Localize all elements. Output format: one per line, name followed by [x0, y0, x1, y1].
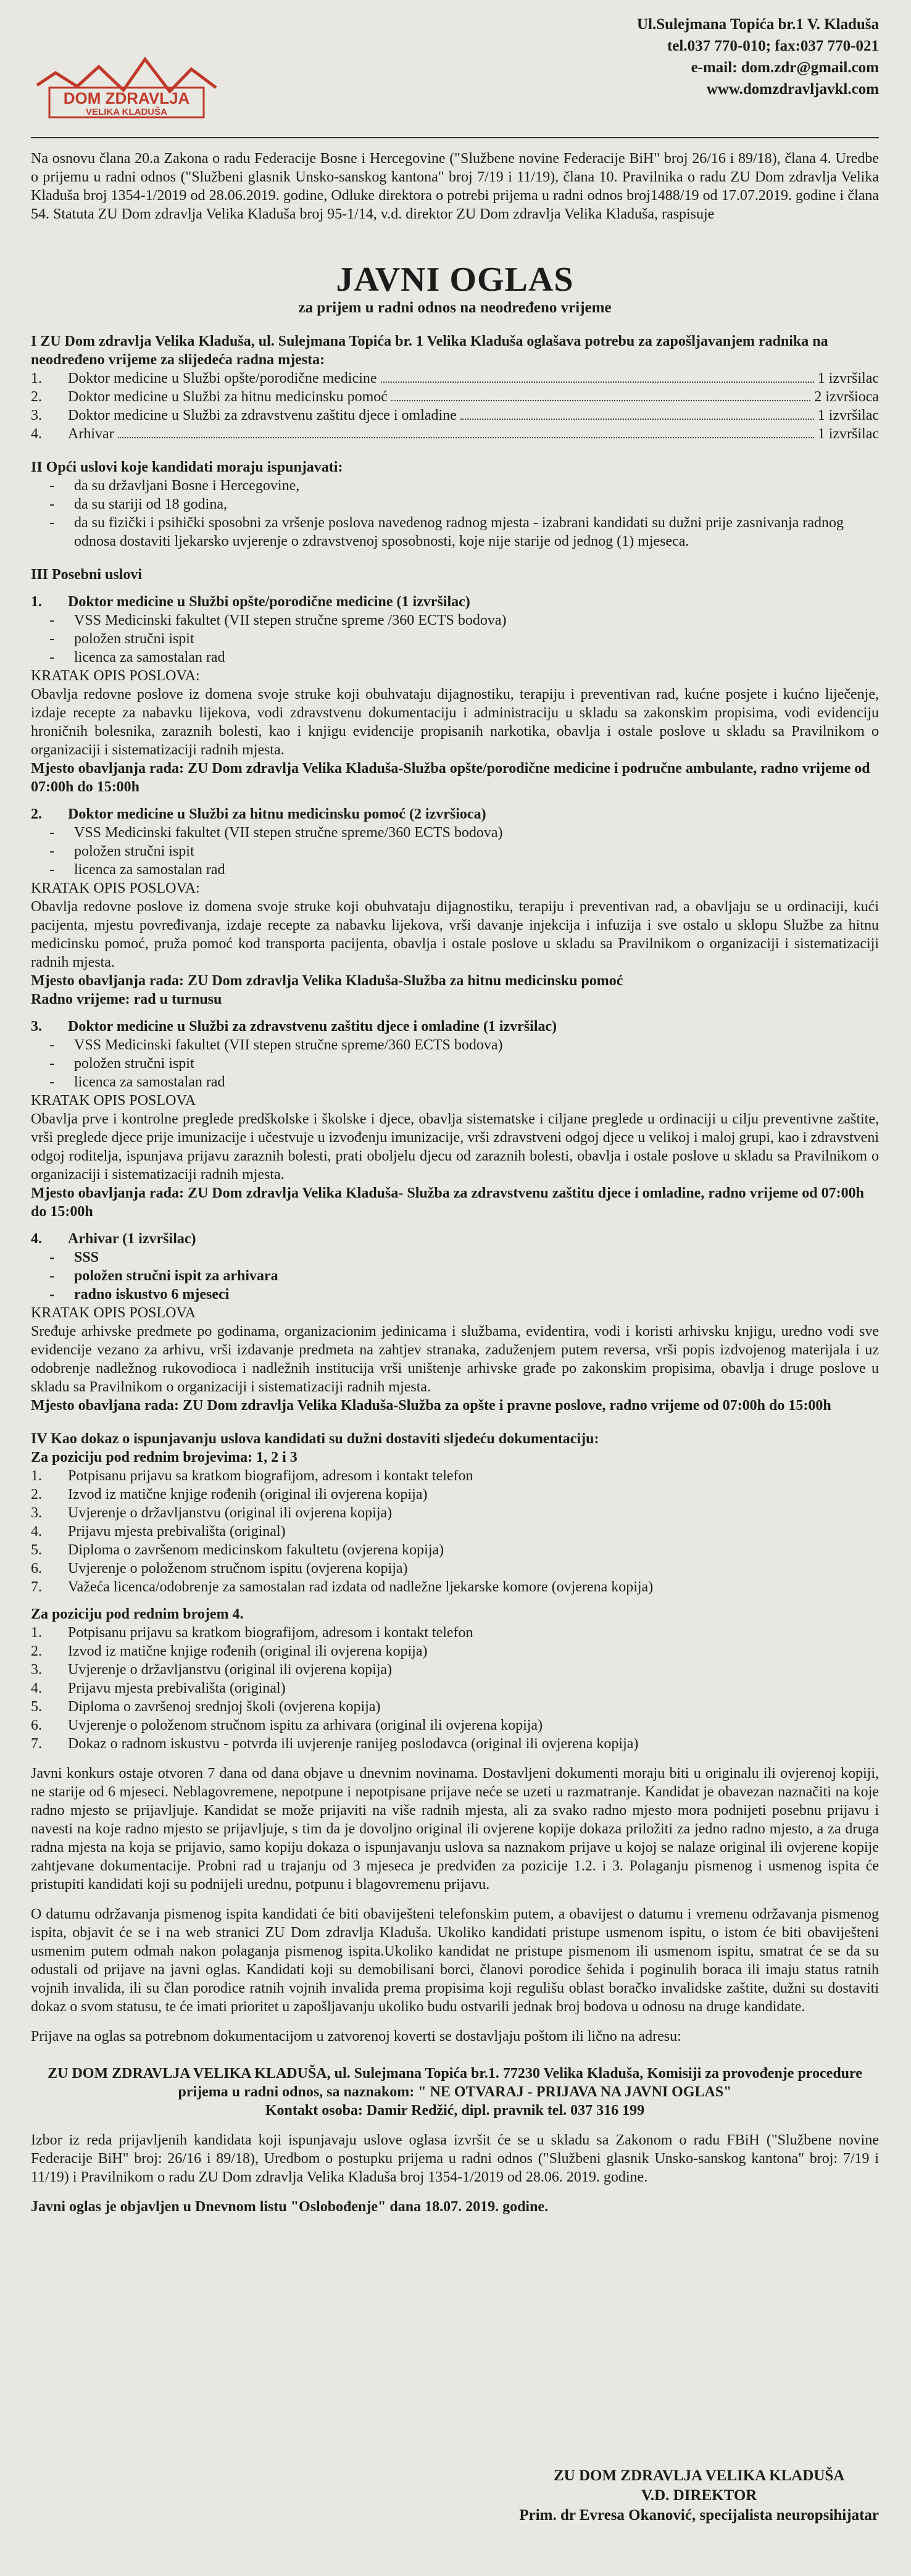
document-item: [31, 1698, 879, 1716]
requirement-item: - VSS Medicinski fakultet (VII stepen stručne spreme/360 ECTS bodova): [49, 1036, 879, 1054]
position-row: [31, 369, 879, 388]
document-item: [31, 1504, 879, 1522]
signature-name: Prim. dr Evresa Okanović, specijalista neuropsihijatar: [519, 2507, 879, 2524]
document-item: [31, 1716, 879, 1735]
work-place: Mjesto obavljanja rada: ZU Dom zdravlja Velika Kladuša-Služba opšte/porodične medicine i područne ambulante, radno vrijeme od 07:00h do 15:00h: [31, 761, 870, 795]
submission-address: ZU DOM ZDRAVLJA VELIKA KLADUŠA, ul. Sulejmana Topića br.1. 77230 Velika Kladuša, Komisiji za provođenje procedure prijema u radni odnos, sa naznakom: " NE OTVARAJ - PRIJAVA NA JAVNI OGLAS": [48, 2065, 862, 2100]
job-title: [31, 805, 879, 823]
selection-paragraph: Izbor iz reda prijavljenih kandidata koji ispunjavaju uslove oglasa izvršit će se u skladu sa Zakonom o radu FBiH ("Službene novine Federacije BiH" broj: 26/16 i 89/18), Uredbom o postupku prijema u radni odnos ("Službeni glasnik Unsko-sanskog kantona" broj: 7/19 i 11/19) i Pravilnikom o radu ZU Dom zdravlja Velika Kladuša broj 1354-1/2019 od 28.06. 2019. godine.: [31, 2132, 879, 2185]
requirement-item: - položen stručni ispit: [49, 1054, 879, 1073]
requirement-item: - VSS Medicinski fakultet (VII stepen stručne spreme/360 ECTS bodova): [49, 823, 879, 842]
document-text: Važeća licenca/odobrenje za samostalan rad izdata od nadležne ljekarske komore (ovjerena kopija): [68, 1579, 654, 1595]
svg-text:DOM ZDRAVLJA: DOM ZDRAVLJA: [63, 89, 190, 107]
job-requirements: [31, 823, 879, 879]
condition-item: - da su stariji od 18 godina,: [49, 495, 879, 514]
job-title: [31, 1230, 879, 1248]
condition-item: - da su fizički i psihički sposobni za vršenje poslova navedenog radnog mjesta - izabrani kandidati su dužni prije zasnivanja radnog odnosa dostaviti ljekarsko uvjerenje o zdravstvenoj sposobnosti, koje nije starije od jednog (1) mjeseca.: [49, 514, 879, 551]
job-description: Obavlja redovne poslove iz domena svoje struke koji obuhvataju dijagnostiku, terapiju i preventivan rad, a obavljaju se u ordinaciji, kući pacijenta, mjestu povređivanja, izdaje recepte za nabavku lijekova, vrši davanje injekcija i infuzija i sve ostalo u sklopu Službe za hitnu medicinsku pomoć, pruža pomoć kod transporta pacijenta, obavlja i ostale poslove u skladu sa Pravilnikom o organizaciji i sistematizaciji radnih mjesta.: [31, 899, 879, 970]
condition-item: - da su državljani Bosne i Hercegovine,: [49, 477, 879, 495]
document-item: [31, 1578, 879, 1596]
requirement-item: - licenca za samostalan rad: [49, 1073, 879, 1091]
document-text: Uvjerenje o državljanstvu (original ili ovjerena kopija): [68, 1505, 393, 1521]
section-heading: I ZU Dom zdravlja Velika Kladuša, ul. Sulejmana Topića br. 1 Velika Kladuša oglašava potrebu za zapošljavanjem radnika na neodređeno vrijeme za slijedeća radna mjesta:: [31, 333, 828, 368]
document-item: [31, 1642, 879, 1661]
document-subtitle: za prijem u radni odnos na neodređeno vrijeme: [298, 299, 612, 316]
document-text: Diploma o završenoj srednjoj školi (ovjerena kopija): [68, 1699, 381, 1715]
position-row: [31, 425, 879, 443]
description-label: KRATAK OPIS POSLOVA:: [31, 668, 200, 684]
document-item: [31, 1559, 879, 1578]
document-number: 3.: [31, 1505, 42, 1521]
description-label: KRATAK OPIS POSLOVA:: [31, 880, 200, 896]
document-text: Izvod iz matične knjige rođenih (original ili ovjerena kopija): [68, 1643, 428, 1659]
job-requirements: [31, 1248, 879, 1304]
dot-leader: [391, 388, 810, 401]
requirement-item: - licenca za samostalan rad: [49, 648, 879, 667]
job-description: Obavlja redovne poslove iz domena svoje struke koji obuhvataju dijagnostiku, terapiju i preventivan rad, kućne posjete i kućno liječenje, izdaje recepte za nabavku lijekova, vodi zdravstvenu dokumentaciju i administraciju u skladu sa zakonskim propisima, vodi evidenciju hroničnih bolesnika, zaraznih bolesti, kao i knjigu evidencije propisanih narkotika, obavlja i ostale poslove u skladu sa Pravilnikom o organizaciji i sistematizaciji radnih mjesta.: [31, 686, 879, 758]
job-requirements: [31, 1036, 879, 1091]
letterhead: [31, 14, 879, 138]
signature-org: ZU DOM ZDRAVLJA VELIKA KLADUŠA: [553, 2467, 845, 2484]
section-positions: [31, 332, 879, 443]
documents-list-b: [31, 1624, 879, 1753]
job-block: [31, 1230, 879, 1415]
signature-role: V.D. DIREKTOR: [641, 2487, 757, 2504]
requirement-item: - položen stručni ispit: [49, 630, 879, 648]
document-number: 4.: [31, 1680, 42, 1696]
document-number: 5.: [31, 1699, 42, 1715]
requirement-item: - SSS: [49, 1248, 879, 1267]
document-item: [31, 1467, 879, 1485]
job-title-text: Arhivar (1 izvršilac): [68, 1231, 196, 1247]
job-title: [31, 593, 879, 611]
document-number: 6.: [31, 1717, 42, 1733]
group-a-title: Za poziciju pod rednim brojevima: 1, 2 i 3: [31, 1449, 297, 1465]
work-place: Mjesto obavljana rada: ZU Dom zdravlja Velika Kladuša-Služba za opšte i pravne poslove, radno vrijeme od 07:00h do 15:00h: [31, 1398, 831, 1414]
svg-text:VELIKA KLADUŠA: VELIKA KLADUŠA: [86, 107, 167, 117]
notes-paragraphs: [31, 1764, 879, 2046]
document-number: 3.: [31, 1662, 42, 1678]
position-row: [31, 406, 879, 425]
description-label: KRATAK OPIS POSLOVA: [31, 1093, 196, 1109]
position-number: 1.: [31, 370, 42, 386]
document-text: Potpisanu prijavu sa kratkom biografijom, adresom i kontakt telefon: [68, 1468, 473, 1484]
requirement-item: - radno iskustvo 6 mjeseci: [49, 1285, 879, 1304]
job-title-text: Doktor medicine u Službi za hitnu medicinsku pomoć (2 izvršioca): [68, 806, 486, 822]
job-number: 4.: [31, 1231, 42, 1247]
job-number: 2.: [31, 806, 42, 822]
document-text: Izvod iz matične knjige rođenih (original ili ovjerena kopija): [68, 1486, 428, 1503]
section-documents: [31, 1430, 879, 1753]
jobs-container: [31, 593, 879, 1415]
document-text: Uvjerenje o položenom stručnom ispitu za arhivara (original ili ovjerena kopija): [68, 1717, 543, 1733]
description-label: KRATAK OPIS POSLOVA: [31, 1305, 196, 1321]
position-name: Doktor medicine u Službi opšte/porodične medicine: [68, 370, 377, 386]
job-title: [31, 1017, 879, 1036]
requirement-item: - licenca za samostalan rad: [49, 861, 879, 879]
section-heading: III Posebni uslovi: [31, 567, 143, 583]
position-number: 3.: [31, 407, 42, 423]
note-paragraph: Javni konkurs ostaje otvoren 7 dana od dana objave u dnevnim novinama. Dostavljeni dokumenti moraju biti u originalu ili ovjerenoj kopiji, ne starije od 6 mjeseci. Neblagovremene, nepotpune i nepotpisane prijave neće se uzeti u razmatranje. Kandidat je obavezan naznačiti na koje radno mjesto se prijavljuje. Kandidat se može prijaviti na više radnih mjesta, ali za svako radno mjesto mora podnijeti posebnu prijavu i navesti na koje radno mjesto se prijavljuje, s tim da je dovoljno original ili ovjerene kopije dokaza priložiti za jedno radno mjesto, a za druga radna mjesta na koja se prijavio, samo kopiju dokaza o ispunjavanju uslova sa naznakom prijave u kojoj se nalaze original ili ovjerene kopije zahtjevane dokumentacije. Probni rad u trajanju od 3 mjeseca je predviđen za pozicije 1.2. i 3. Polaganju pismenog i usmenog ispita će pristupiti kandidati koji su podnijeli urednu, potpunu i blagovremenu prijavu.: [31, 1765, 879, 1893]
document-item: [31, 1485, 879, 1504]
job-requirements: [31, 611, 879, 667]
dot-leader: [381, 369, 814, 383]
job-number: 1.: [31, 594, 42, 610]
document-number: 1.: [31, 1468, 42, 1484]
dom-zdravlja-logo: [31, 48, 228, 122]
position-row: [31, 388, 879, 406]
position-count: 1 izvršilac: [817, 407, 879, 423]
job-description: Obavlja prve i kontrolne preglede predškolske i školske i djece, obavlja sistematske i ciljane preglede u ordinaciji u cilju preventivne zaštite, vrši preglede djece prije imunizacije i učestvuje u izvođenju imunizacije, vrši zdravstveni odgoj djece u velikoj i maloj grupi, kao i zdravstveni odgoj roditelja, ispunjava prijavu zaraznih bolesti, prati oboljelu djecu od zaraznih bolesti, obavlja i ostale poslove u skladu sa Pravilnikom o organizaciji i sistematizaciji radnih mjesta.: [31, 1111, 879, 1183]
section-special-conditions: [31, 565, 879, 1415]
document-number: 5.: [31, 1542, 42, 1558]
publication-note: Javni oglas je objavljen u Dnevnom listu "Oslobođenje" dana 18.07. 2019. godine.: [31, 2199, 549, 2215]
job-description: Sređuje arhivske predmete po godinama, organizacionim jedinicama i službama, evidentira, vodi i koristi arhivsku knjigu, uredno vodi sve evidencije vezano za arhivu, vrši izdavanje predmeta na zahtjev stranaka, zaduženjem putem reversa, vrši popis izdvojenog materijala i uz odobrenje nadležnog rukovodioca i nadležnih institucija vrši uništenje arhivske građe po zakonskim propisima, obavlja i druge poslove u skladu sa Pravilnikom o organizaciji i sistematizaciji radnih mjesta.: [31, 1323, 879, 1395]
address-line: Ul.Sulejmana Topića br.1 V. Kladuša: [636, 16, 879, 33]
document-item: [31, 1735, 879, 1753]
work-place: Mjesto obavljanja rada: ZU Dom zdravlja Velika Kladuša- Služba za zdravstvenu zaštitu djece i omladine, radno vrijeme od 07:00h do 15:00h: [31, 1185, 864, 1220]
dot-leader: [118, 425, 814, 438]
position-count: 2 izvršioca: [814, 389, 879, 405]
document-text: Prijavu mjesta prebivališta (original): [68, 1680, 286, 1696]
document-number: 7.: [31, 1736, 42, 1752]
document-text: Prijavu mjesta prebivališta (original): [68, 1524, 286, 1540]
section-general-conditions: [31, 458, 879, 551]
note-paragraph: O datumu održavanja pismenog ispita kandidati će biti obaviješteni telefonskim putem, a obavijest o datumu i vremenu održavanja pismenog ispita, objavit će se i na web stranici ZU Dom zdravlja Kladuša. Ukoliko kandidati pristupe usmenom ispitu, o istom će biti obaviješteni usmenim putem odmah nakon polaganja pismenog ispita.Ukoliko kandidat ne pristupe pismenom ili usmenom ispitu, smatrat će se da su odustali od prijave na javni oglas. Kandidati koji su demobilisani borci, članovi porodice šehida i poginulih boraca ili imaju status ratnih vojnih invalida, ili su član porodice ratnih vojnih invalida prema propisima koji regulišu oblast boračko invalidske zaštite, dužni su dostaviti dokaz o svom statusu, te će imati prioritet u zapošljavanju ukoliko budu ostvarili jednak broj bodova u odnosu na druge kandidate.: [31, 1906, 879, 2015]
job-title-text: Doktor medicine u Službi opšte/porodične medicine (1 izvršilac): [68, 594, 470, 610]
document-number: 2.: [31, 1643, 42, 1659]
contact-person: Kontakt osoba: Damir Redžić, dipl. pravnik tel. 037 316 199: [265, 2103, 645, 2119]
position-name: Doktor medicine u Službi za zdravstvenu zaštitu djece i omladine: [68, 407, 457, 423]
document-number: 7.: [31, 1579, 42, 1595]
position-count: 1 izvršilac: [817, 426, 879, 442]
website-line: www.domzdravljavkl.com: [706, 81, 879, 98]
position-number: 2.: [31, 389, 42, 405]
documents-list-a: [31, 1467, 879, 1596]
section-heading: IV Kao dokaz o ispunjavanju uslova kandidati su dužni dostaviti sljedeću dokumentaciju:: [31, 1431, 599, 1447]
position-count: 1 izvršilac: [817, 370, 879, 386]
document-item: [31, 1522, 879, 1541]
document-item: [31, 1624, 879, 1642]
job-number: 3.: [31, 1019, 42, 1035]
work-hours: Radno vrijeme: rad u turnusu: [31, 991, 222, 1007]
work-place: Mjesto obavljanja rada: ZU Dom zdravlja Velika Kladuša-Služba za hitnu medicinsku pomoć: [31, 973, 623, 989]
document-title: JAVNI OGLAS: [336, 261, 574, 299]
intro-paragraph: Na osnovu člana 20.a Zakona o radu Federacije Bosne i Hercegovine ("Službene novine Federacije BiH" broj 26/16 i 89/18), člana 4. Uredbe o prijemu u radni odnos ("Službeni glasnik Unsko-sanskog kantona" broj 7/19 i 11/19), člana 10. Pravilnika o radu ZU Dom zdravlja Velika Kladuša broj 1354-1/2019 od 28.06.2019. godine, Odluke direktora o potrebi prijema u radni odnos broj1488/19 od 17.07.2019. godine i člana 54. Statuta ZU Dom zdravlja Velika Kladuša broj 95-1/14, v.d. direktor ZU Dom zdravlja Velika Kladuša, raspisuje: [31, 151, 879, 222]
document-text: Dokaz o radnom iskustvu - potvrda ili uvjerenje ranijeg poslodavca (original ili ovjerena kopija): [68, 1736, 639, 1752]
document-number: 2.: [31, 1486, 42, 1503]
document-number: 6.: [31, 1561, 42, 1577]
job-block: [31, 593, 879, 796]
dot-leader: [460, 406, 814, 420]
document-text: Uvjerenje o položenom stručnom ispitu (ovjerena kopija): [68, 1561, 408, 1577]
job-block: [31, 1017, 879, 1221]
positions-list: [31, 369, 879, 443]
group-b-title: Za poziciju pod rednim brojem 4.: [31, 1606, 244, 1622]
requirement-item: - položen stručni ispit: [49, 842, 879, 861]
general-conditions-list: [31, 477, 879, 551]
document-number: 1.: [31, 1625, 42, 1641]
position-name: Doktor medicine u Službi za hitnu medicinsku pomoć: [68, 389, 388, 405]
document-item: [31, 1541, 879, 1559]
document-item: [31, 1661, 879, 1679]
document-text: Uvjerenje o državljanstvu (original ili ovjerena kopija): [68, 1662, 393, 1678]
document-number: 4.: [31, 1524, 42, 1540]
signature-block: [519, 2466, 879, 2525]
job-title-text: Doktor medicine u Službi za zdravstvenu zaštitu djece i omladine (1 izvršilac): [68, 1019, 557, 1035]
document-item: [31, 1679, 879, 1698]
section-heading: II Opći uslovi koje kandidati moraju ispunjavati:: [31, 459, 343, 475]
contact-info: [637, 14, 879, 100]
email-line: e-mail: dom.zdr@gmail.com: [691, 59, 879, 76]
note-paragraph: Prijave na oglas sa potrebnom dokumentacijom u zatvorenoj koverti se dostavljaju poštom ili lično na adresu:: [31, 2028, 681, 2045]
position-name: Arhivar: [68, 426, 114, 442]
document-text: Potpisanu prijavu sa kratkom biografijom, adresom i kontakt telefon: [68, 1625, 473, 1641]
phone-line: tel.037 770-010; fax:037 770-021: [667, 38, 879, 54]
requirement-item: - VSS Medicinski fakultet (VII stepen stručne spreme /360 ECTS bodova): [49, 611, 879, 630]
job-block: [31, 805, 879, 1009]
position-number: 4.: [31, 426, 42, 442]
requirement-item: - položen stručni ispit za arhivara: [49, 1267, 879, 1285]
document-text: Diploma o završenom medicinskom fakultetu (ovjerena kopija): [68, 1542, 444, 1558]
